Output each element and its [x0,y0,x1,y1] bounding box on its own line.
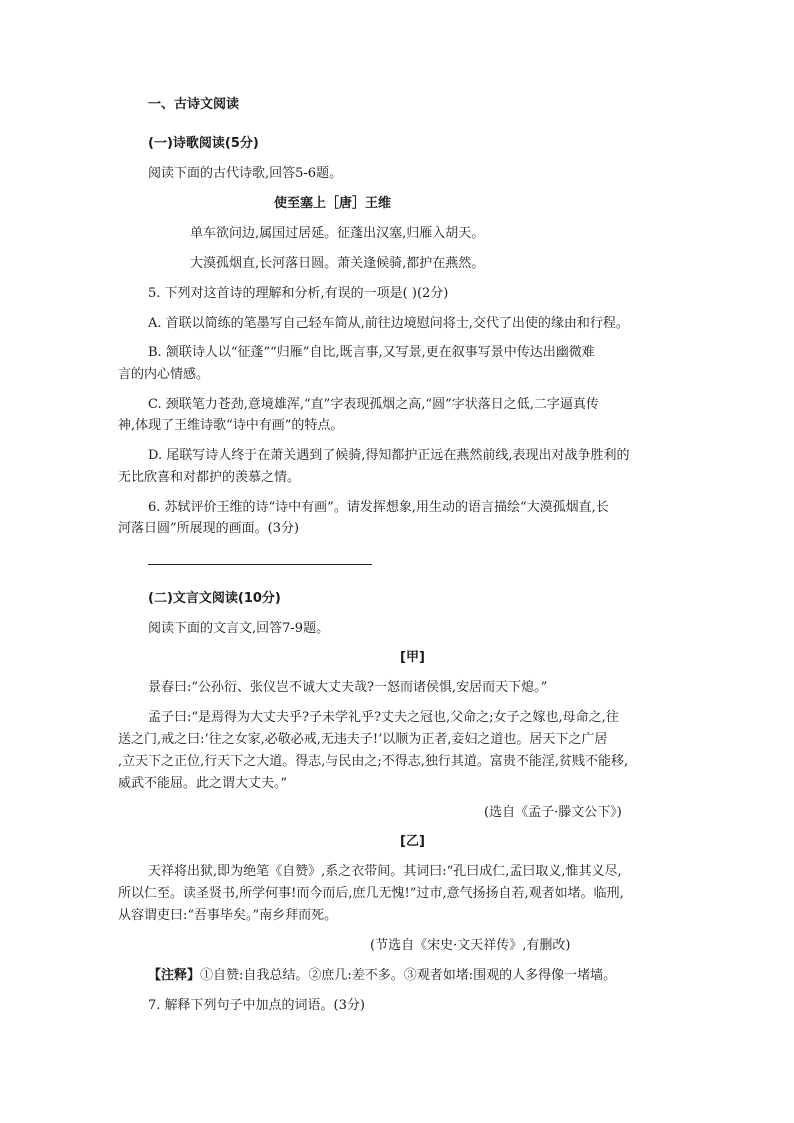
part2-intro: 阅读下面的文言文,回答7-9题。 [148,621,330,636]
jia-label: [甲] [400,650,425,665]
jia-paragraph-2-line-3: ,立天下之正位,行天下之大道。得志,与民由之;不得志,独行其道。富贵不能淫,贫贱不能移, [118,754,629,769]
option-c-line-1: C. 颈联笔力苍劲,意境雄浑,“直”字表现孤烟之高,“圆”字状落日之低,二字逼真传 [148,397,599,412]
option-d-line-2: 无比欣喜和对都护的羡慕之情。 [118,470,301,485]
yi-paragraph-line-1: 天祥将出狱,即为绝笔《自赞》,系之衣带间。其词曰:“孔曰成仁,孟曰取义,惟其义尽, [148,864,622,879]
question-5: 5. 下列对这首诗的理解和分析,有误的一项是( )(2分) [148,286,449,301]
poem-title: 使至塞上［唐］王维 [274,196,392,211]
notes-text: ①自赞:自我总结。②庶几:差不多。③观者如堵:围观的人多得像一堵墙。 [200,968,617,983]
poem-line-1: 单车欲问边,属国过居延。征蓬出汉塞,归雁入胡天。 [190,226,485,241]
jia-paragraph-1: 景春曰:“公孙衍、张仪岂不诚大丈夫哉?一怒而诸侯惧,安居而天下熄。” [148,680,548,695]
yi-source: (节选自《宋史·文天祥传》,有删改) [370,938,571,953]
part1-heading: (一)诗歌阅读(5分) [148,136,259,151]
notes [148,966,678,986]
jia-source: (选自《孟子·滕文公下》) [484,805,622,820]
jia-paragraph-2-line-2: 送之门,戒之曰:‘往之女家,必敬必戒,无违夫子!’以顺为正者,妾妇之道也。居天下之广居 [118,732,608,747]
option-c-line-2: 神,体现了王维诗歌“诗中有画”的特点。 [118,418,344,433]
jia-paragraph-2-line-1: 孟子曰:“是焉得为大丈夫乎?子未学礼乎?丈夫之冠也,父命之;女子之嫁也,母命之,往 [148,710,619,725]
part1-intro: 阅读下面的古代诗歌,回答5-6题。 [148,166,343,181]
option-a: A. 首联以简练的笔墨写自己轻车简从,前往边境慰问将士,交代了出使的缘由和行程。 [148,316,629,331]
answer-line [148,564,372,565]
part2-heading: (二)文言文阅读(10分) [148,591,281,606]
yi-paragraph-line-2: 所以仁至。读圣贤书,所学何事!而今而后,庶几无愧!”过市,意气扬扬自若,观者如堵。临刑, [118,886,624,901]
question-6-line-1: 6. 苏轼评价王维的诗“诗中有画”。请发挥想象,用生动的语言描绘“大漠孤烟直,长 [148,500,609,515]
notes-label: 【注释】 [148,968,201,983]
yi-label: [乙] [400,834,425,849]
poem-line-2: 大漠孤烟直,长河落日圆。萧关逢候骑,都护在燕然。 [190,256,485,271]
section-title: 一、古诗文阅读 [148,97,240,112]
question-7: 7. 解释下列句子中加点的词语。(3分) [148,998,365,1013]
jia-paragraph-2-line-4: 威武不能屈。此之谓大丈夫。” [118,776,288,791]
yi-paragraph-line-3: 从容谓吏曰:“吾事毕矣。”南乡拜而死。 [118,908,338,923]
option-b-line-2: 言的内心情感。 [118,367,210,382]
option-b-line-1: B. 颔联诗人以“征蓬”“归雁”自比,既言事,又写景,更在叙事写景中传达出幽微难 [148,345,595,360]
option-d-line-1: D. 尾联写诗人终于在萧关遇到了候骑,得知都护正远在燕然前线,表现出对战争胜利的 [148,448,630,463]
question-6-line-2: 河落日圆”所展现的画面。(3分) [118,521,300,536]
